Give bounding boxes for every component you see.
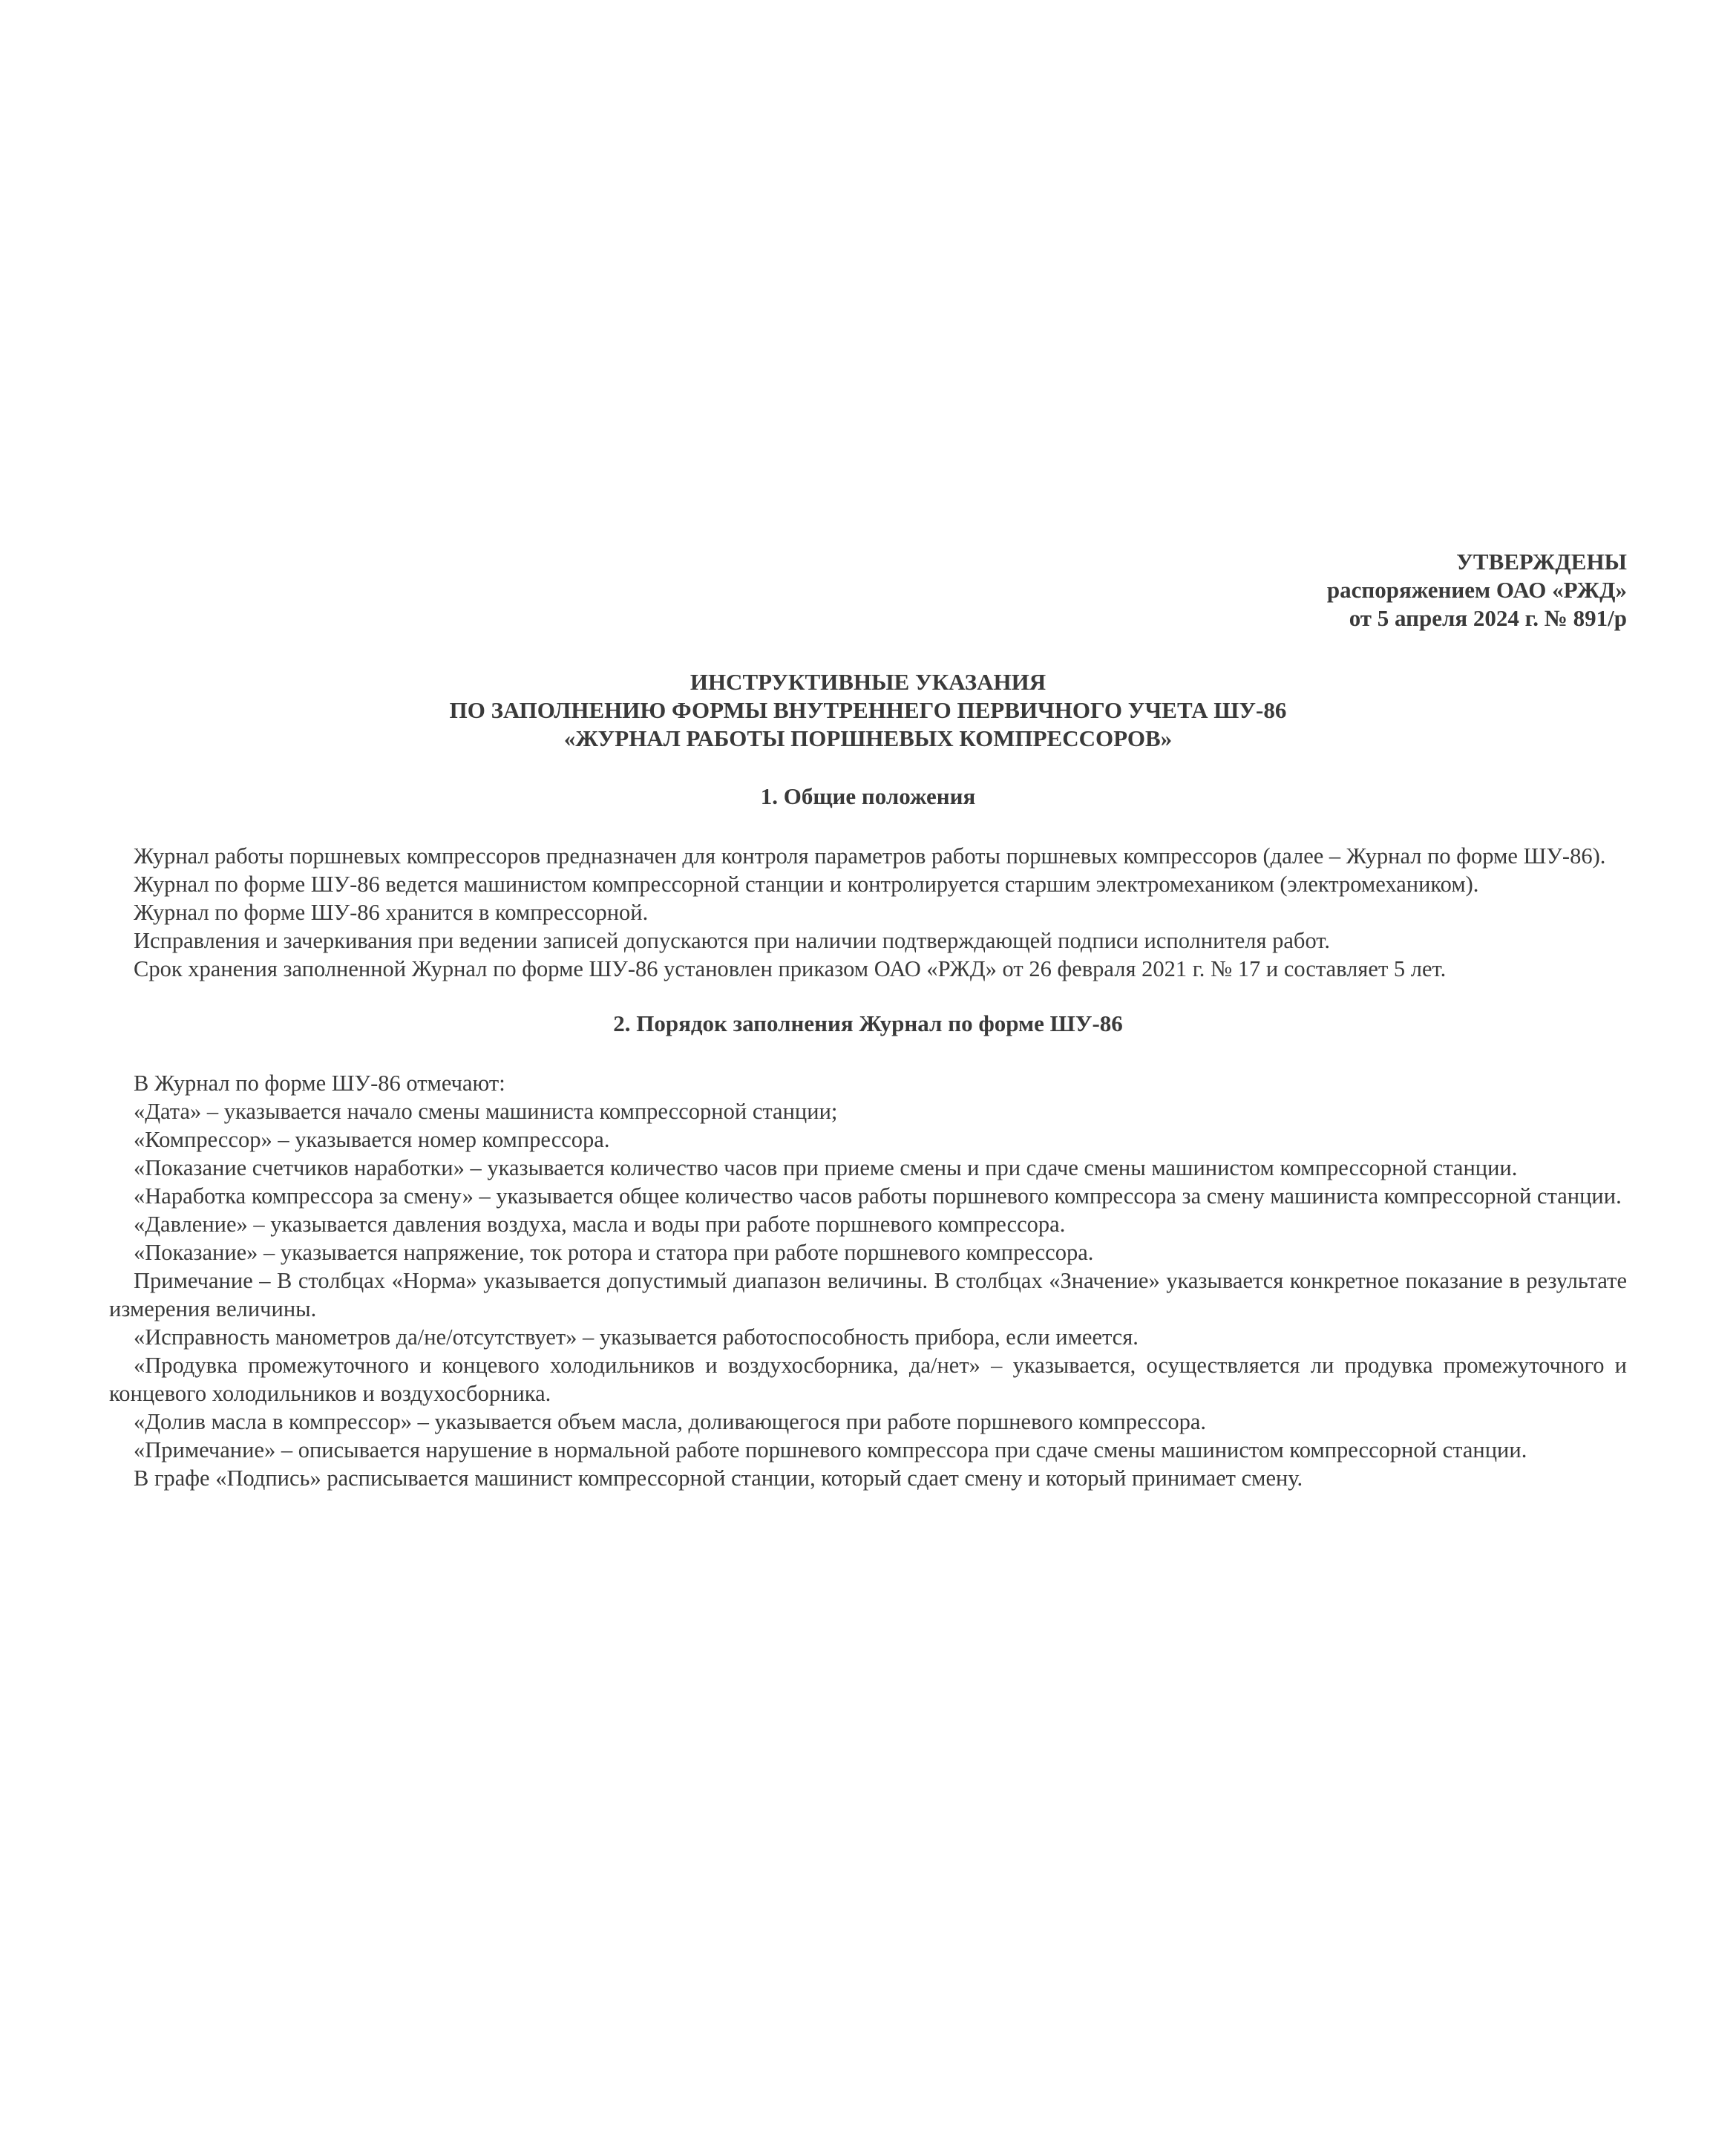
document-title [109, 668, 1627, 753]
paragraph: «Дата» – указывается начало смены машиниста компрессорной станции; [134, 1099, 838, 1124]
paragraph: «Примечание» – описывается нарушение в нормальной работе поршневого компрессора при сдаче смены машинистом компрессорной станции. [134, 1437, 1527, 1462]
document-page [109, 548, 1627, 1492]
paragraph: Исправления и зачеркивания при ведении записей допускаются при наличии подтверждающей подписи исполнителя работ. [134, 928, 1330, 953]
paragraph: Журнал по форме ШУ-86 хранится в компрессорной. [134, 900, 649, 925]
paragraph: «Исправность манометров да/не/отсутствует» – указывается работоспособность прибора, если имеется. [134, 1324, 1139, 1350]
paragraph: В Журнал по форме ШУ-86 отмечают: [134, 1071, 505, 1096]
paragraph: «Долив масла в компрессор» – указывается объем масла, доливающегося при работе поршневого компрессора. [134, 1409, 1206, 1434]
paragraph: В графе «Подпись» расписывается машинист компрессорной станции, который сдает смену и который принимает смену. [134, 1465, 1303, 1491]
approval-block [109, 548, 1627, 633]
paragraph: Примечание – В столбцах «Норма» указывается допустимый диапазон величины. В столбцах «Значение» указывается конкретное показание в результате измерения величины. [109, 1268, 1627, 1321]
section-2-heading: 2. Порядок заполнения Журнал по форме ШУ-86 [613, 1010, 1123, 1036]
paragraph: «Компрессор» – указывается номер компрессора. [134, 1127, 610, 1152]
paragraph: Срок хранения заполненной Журнал по форме ШУ-86 установлен приказом ОАО «РЖД» от 26 февраля 2021 г. № 17 и составляет 5 лет. [134, 956, 1447, 981]
section-2-body [109, 1069, 1627, 1492]
title-line-2: ПО ЗАПОЛНЕНИЮ ФОРМЫ ВНУТРЕННЕГО ПЕРВИЧНОГО УЧЕТА ШУ-86 [449, 697, 1287, 723]
paragraph: Журнал работы поршневых компрессоров предназначен для контроля параметров работы поршневых компрессоров (далее – Журнал по форме ШУ-86). [134, 843, 1606, 869]
paragraph: «Показание счетчиков наработки» – указывается количество часов при приеме смены и при сдаче смены машинистом компрессорной станции. [134, 1155, 1518, 1180]
paragraph: «Продувка промежуточного и концевого холодильников и воздухосборника, да/нет» – указывается, осуществляется ли продувка промежуточного и концевого холодильников и воздухосборника. [109, 1353, 1627, 1406]
approval-line-1: УТВЕРЖДЕНЫ [1456, 549, 1627, 575]
section-1-body [109, 842, 1627, 983]
paragraph: «Наработка компрессора за смену» – указывается общее количество часов работы поршневого компрессора за смену машиниста компрессорной станции. [134, 1183, 1622, 1209]
paragraph: Журнал по форме ШУ-86 ведется машинистом компрессорной станции и контролируется старшим электромехаником (электромехаником). [134, 872, 1479, 897]
approval-line-3: от 5 апреля 2024 г. № 891/р [1349, 605, 1627, 631]
paragraph: «Показание» – указывается напряжение, ток ротора и статора при работе поршневого компрессора. [134, 1240, 1094, 1265]
paragraph: «Давление» – указывается давления воздуха, масла и воды при работе поршневого компрессора. [134, 1212, 1066, 1237]
approval-line-2: распоряжением ОАО «РЖД» [1326, 577, 1627, 603]
title-line-1: ИНСТРУКТИВНЫЕ УКАЗАНИЯ [690, 669, 1046, 695]
title-line-3: «ЖУРНАЛ РАБОТЫ ПОРШНЕВЫХ КОМПРЕССОРОВ» [563, 725, 1173, 751]
section-1-heading: 1. Общие положения [760, 783, 976, 809]
